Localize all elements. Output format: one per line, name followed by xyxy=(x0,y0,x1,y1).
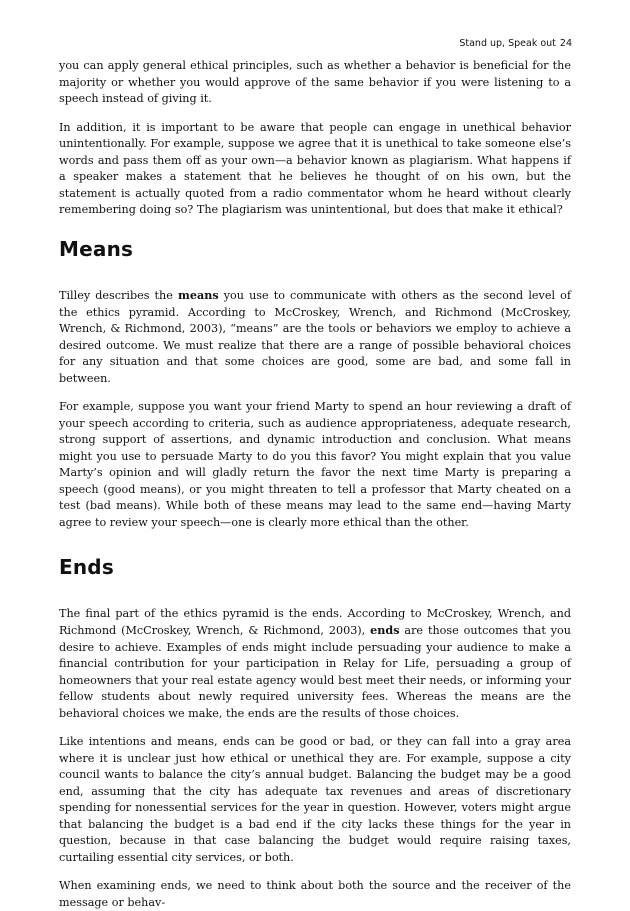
paragraph: Like intentions and means, ends can be good or bad, or they can fall into a gray area where it is unclear just how ethical or unethical they are. For example, suppose a city council wants to balance the city’s annual budget. Balancing the budget may be a good end, assuming that the city has adequate tax revenues and areas of discretionary spending for nonessential services for the year in question. However, voters might argue that balancing the budget is a bad end if the city lacks these things for the year in question, because in that case balancing the budget would require raising taxes, curtailing essential city services, or both. xyxy=(59,735,571,864)
section-heading-means: Means xyxy=(59,236,134,261)
paragraph-text: Tilley describes the xyxy=(59,289,178,302)
running-title: Stand up, Speak out xyxy=(459,38,556,49)
paragraph: For example, suppose you want your friend Marty to spend an hour reviewing a draft of your speech according to criteria, such as audience appropriateness, adequate research, strong support of assertions, and dynamic introduction and conclusion. What means might you use to persuade Marty to do you this favor? You might explain that you value Marty’s opinion and will gladly return the favor the next time Marty is preparing a speech (good means), or you might threaten to tell a professor that Marty cheated on a test (bad means). While both of these means may lead to the same end—having Marty agree to review your speech—one is clearly more ethical than the other. xyxy=(59,400,571,529)
term-ends: ends xyxy=(370,623,400,637)
paragraph: In addition, it is important to be aware that people can engage in unethical behavior unintentionally. For example, suppose we agree that it is unethical to take someone else’s words and pass them off as your own—a behavior known as plagiarism. What happens if a speaker makes a statement that he believes he thought of on his own, but the statement is actually quoted from a radio commentator whom he heard without clearly remembering doing so? The plagiarism was unintentional, but does that make it ethical? xyxy=(59,120,571,216)
paragraph xyxy=(59,606,571,723)
page-number: 24 xyxy=(559,38,572,49)
term-means: means xyxy=(177,288,219,302)
page-body xyxy=(59,58,571,911)
paragraph: When examining ends, we need to think about both the source and the receiver of the message or behav- xyxy=(59,879,571,909)
paragraph xyxy=(59,287,571,387)
paragraph-text: you use to communicate with others as the second level of the ethics pyramid. According to McCroskey, Wrench, and Richmond (McCroskey, Wrench, & Richmond, 2003), “means” are the tools or behaviors we employ to achieve a desired outcome. We must realize that there are a range of possible behavioral choices for any situation and that some choices are good, some are bad, and some fall in between. xyxy=(59,289,571,385)
paragraph-text: are those outcomes that you desire to achieve. Examples of ends might include persuading your audience to make a financial contribution for your participation in Relay for Life, persuading a group of homeowners that your real estate agency would best meet their needs, or informing your fellow students about newly required university fees. Whereas the means are the behavioral choices we make, the ends are the results of those choices. xyxy=(59,624,571,720)
paragraph-text: The final part of the ethics pyramid is the ends. According to McCroskey, Wrench, and Richmond (McCroskey, Wrench, & Richmond, 2003), xyxy=(59,606,571,637)
paragraph: you can apply general ethical principles, such as whether a behavior is beneficial for the majority or whether you would approve of the same behavior if you were listening to a speech instead of giving it. xyxy=(59,59,571,105)
running-header xyxy=(459,38,572,49)
section-heading-ends: Ends xyxy=(59,555,114,579)
